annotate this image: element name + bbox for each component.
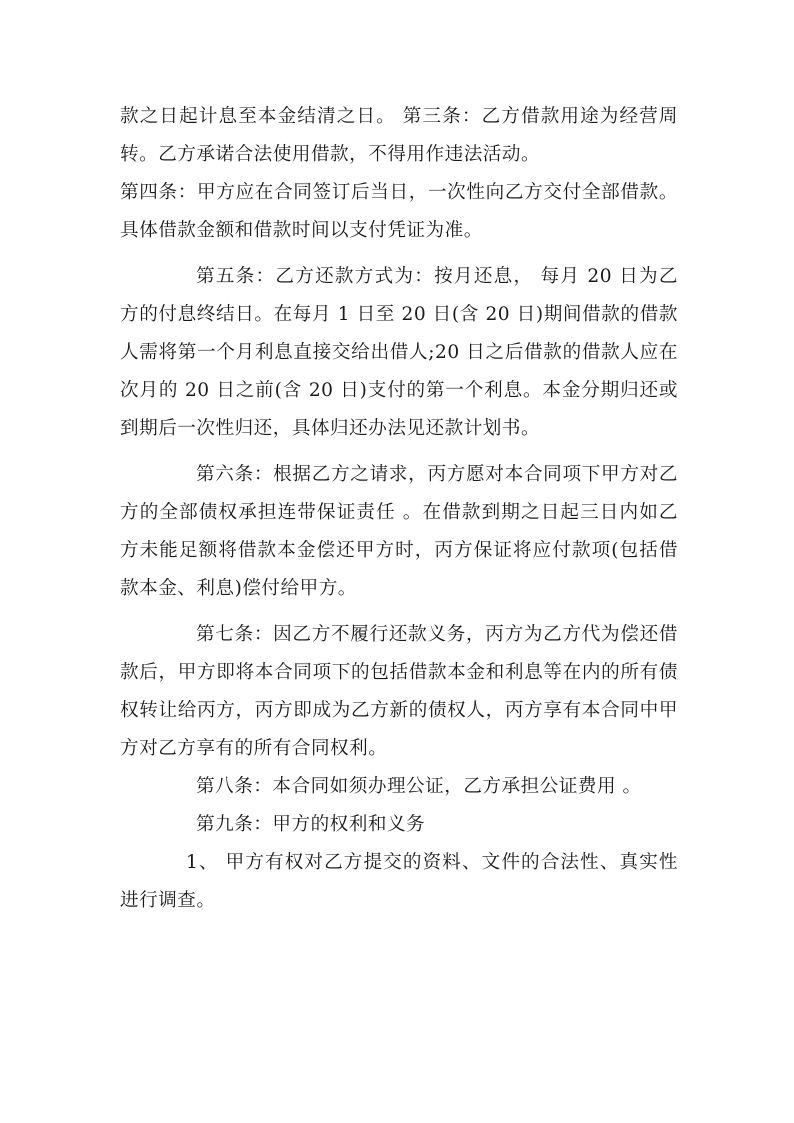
paragraph-article-8: 第八条：本合同如须办理公证，乙方承担公证费用 。 (196, 776, 642, 797)
paragraph-article-4: 第四条：甲方应在合同签订后当日，一次性向乙方交付全部借款。具体借款金额和借款时间以支付凭证为准。 (120, 182, 678, 241)
paragraph-article-3: 款之日起计息至本金结清之日。 第三条：乙方借款用途为经营周转。乙方承诺合法使用借款，不得用作违法活动。 (120, 106, 678, 165)
paragraph-article-6: 第六条：根据乙方之请求，丙方愿对本合同项下甲方对乙方的全部债权承担连带保证责任 。在借款到期之日起三日内如乙方未能足额将借款本金偿还甲方时，丙方保证将应付款项(包括借款本金、利息)偿付给甲方。 (120, 464, 678, 599)
paragraph-article-9-item-1: 1、 甲方有权对乙方提交的资料、文件的合法性、真实性进行调查。 (120, 852, 678, 911)
paragraph-article-7: 第七条：因乙方不履行还款义务，丙方为乙方代为偿还借款后，甲方即将本合同项下的包括借款本金和利息等在内的所有债权转让给丙方，丙方即成为乙方新的债权人，丙方享有本合同中甲方对乙方享有的所有合同权利。 (120, 624, 678, 759)
paragraph-article-9-heading: 第九条：甲方的权利和义务 (196, 814, 426, 835)
paragraph-article-5: 第五条：乙方还款方式为：按月还息， 每月 20 日为乙方的付息终结日。在每月 1 日至 20 日(含 20 日)期间借款的借款人需将第一个月利息直接交给出借人;20 日之后借款的借款人应在次月的 20 日之前(含 20 日)支付的第一个利息。本金分期归还或到期后一次性归还，具体归还办法见还款计划书。 (120, 266, 678, 439)
document-page (120, 98, 678, 920)
